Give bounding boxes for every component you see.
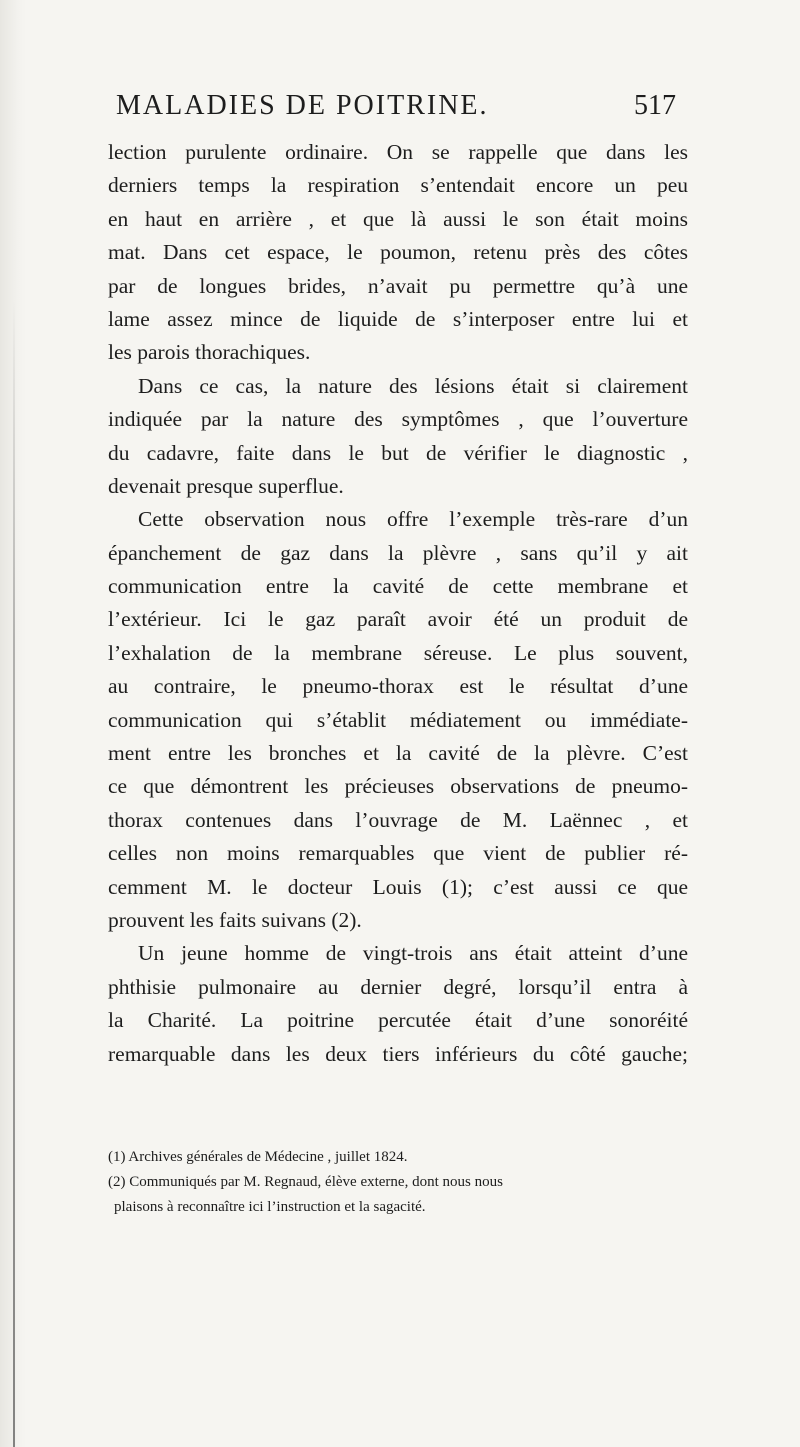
text-line: mat. Dans cet espace, le poumon, retenu près des côtes: [108, 240, 688, 265]
text-line: par de longues brides, n’avait pu permettre qu’à une: [108, 273, 688, 298]
text-line: cemment M. le docteur Louis (1); c’est aussi ce que: [108, 874, 688, 899]
text-line: derniers temps la respiration s’entendait encore un peu: [108, 173, 688, 198]
page-number: 517: [634, 90, 676, 121]
text-line: épanchement de gaz dans la plèvre , sans qu’il y ait: [108, 540, 688, 565]
text-line: indiquée par la nature des symptômes , que l’ouverture: [108, 407, 688, 432]
text-line: thorax contenues dans l’ouvrage de M. Laënnec , et: [108, 807, 688, 832]
text-line: remarquable dans les deux tiers inférieurs du côté gauche;: [108, 1041, 688, 1066]
text-line: phthisie pulmonaire au dernier degré, lorsqu’il entra à: [108, 974, 688, 999]
binding-edge: [13, 300, 15, 1447]
footnote: plaisons à reconnaître ici l’instruction et la sagacité.: [114, 1199, 426, 1215]
page-gutter-shadow: [0, 0, 26, 1447]
running-head: [116, 90, 676, 130]
text-line: lame assez mince de liquide de s’interposer entre lui et: [108, 306, 688, 331]
text-line: l’exhalation de la membrane séreuse. Le plus souvent,: [108, 640, 688, 665]
text-line: au contraire, le pneumo-thorax est le résultat d’une: [108, 674, 688, 699]
text-line: les parois thorachiques.: [108, 340, 311, 365]
text-line: ce que démontrent les précieuses observations de pneumo-: [108, 774, 688, 799]
footnotes: [108, 1145, 688, 1220]
text-line: devenait presque superflue.: [108, 473, 344, 498]
footnote: (2) Communiqués par M. Regnaud, élève externe, dont nous nous: [108, 1174, 503, 1190]
text-line: communication entre la cavité de cette membrane et: [108, 574, 688, 599]
text-line: lection purulente ordinaire. On se rappelle que dans les: [108, 140, 688, 164]
text-line: ment entre les bronches et la cavité de la plèvre. C’est: [108, 741, 688, 766]
text-line: Un jeune homme de vingt-trois ans était atteint d’une: [138, 941, 688, 966]
text-line: la Charité. La poitrine percutée était d’une sonoréité: [108, 1008, 688, 1033]
text-line: Dans ce cas, la nature des lésions était si clairement: [138, 373, 688, 398]
text-line: prouvent les faits suivans (2).: [108, 907, 362, 932]
text-line: celles non moins remarquables que vient de publier ré-: [108, 841, 688, 866]
footnote: (1) Archives générales de Médecine , juillet 1824.: [108, 1149, 408, 1165]
text-line: Cette observation nous offre l’exemple très-rare d’un: [138, 507, 688, 532]
running-title: MALADIES DE POITRINE.: [116, 90, 489, 121]
text-line: du cadavre, faite dans le but de vérifier le diagnostic ,: [108, 440, 688, 465]
text-line: en haut en arrière , et que là aussi le son était moins: [108, 206, 688, 231]
text-line: l’extérieur. Ici le gaz paraît avoir été un produit de: [108, 607, 688, 632]
body-text: [108, 136, 688, 1071]
text-line: communication qui s’établit médiatement ou immédiate-: [108, 707, 688, 732]
